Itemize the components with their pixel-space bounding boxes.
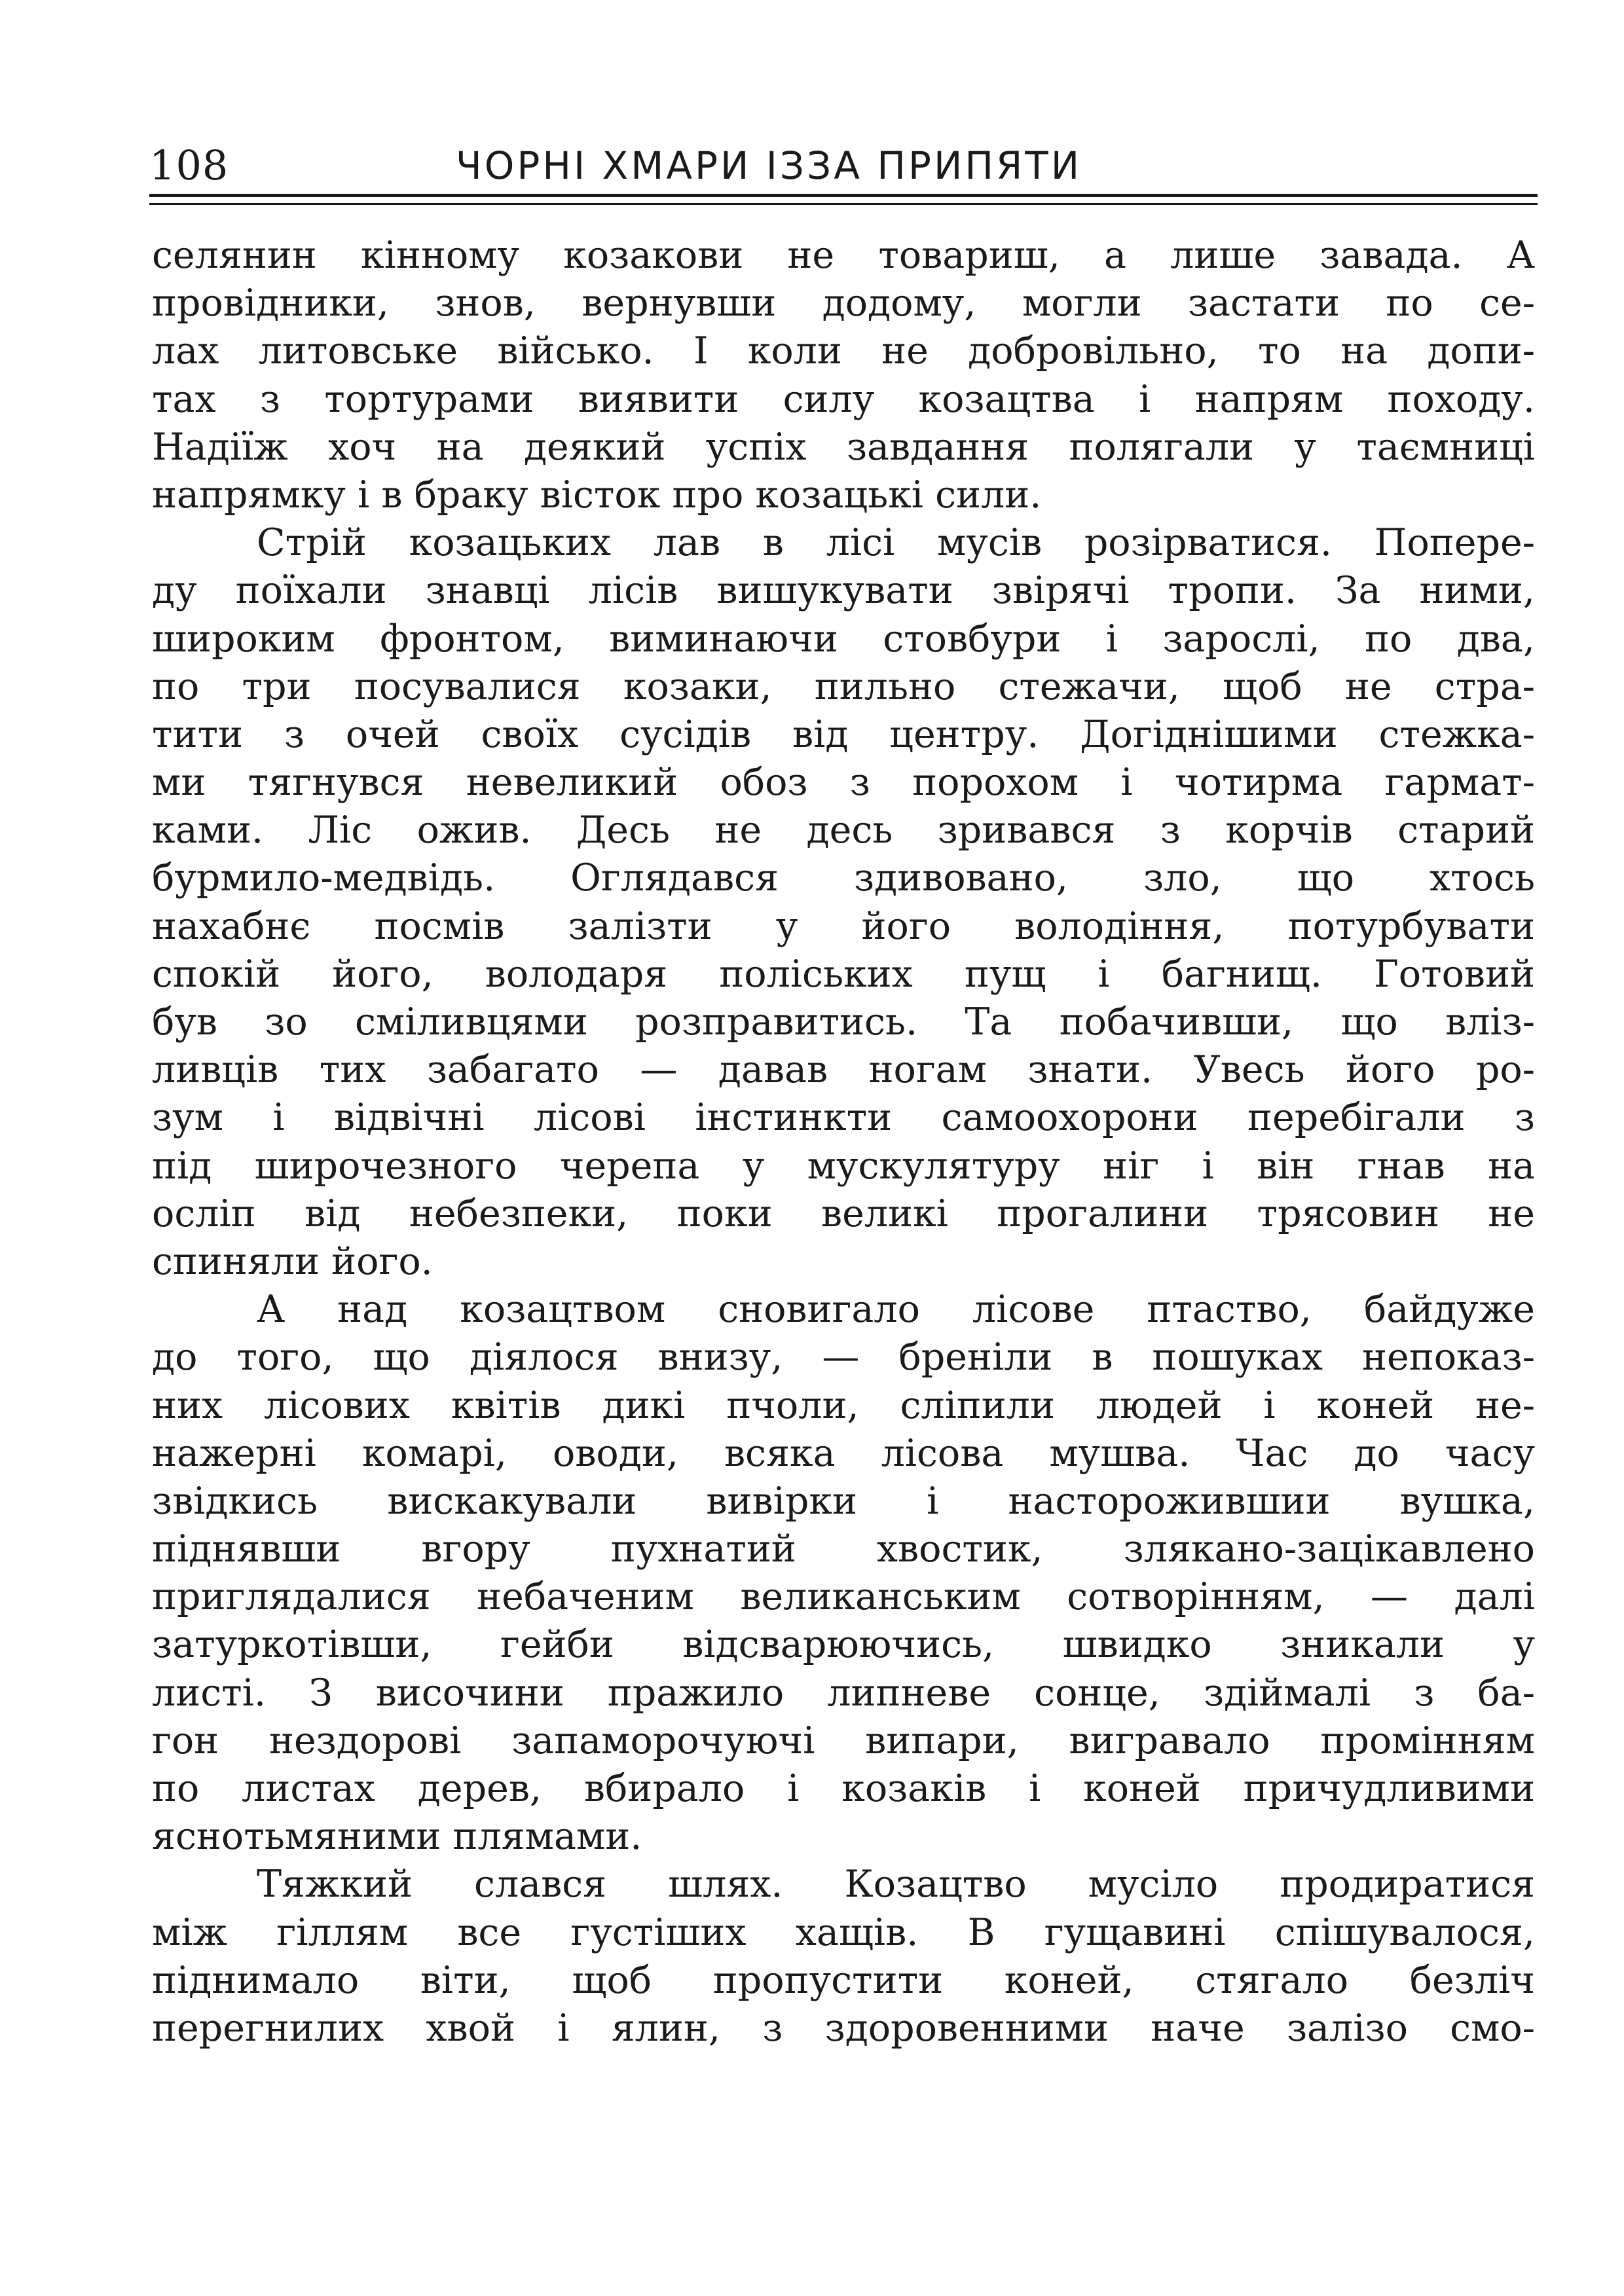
text-line: Стрій козацьких лав в лісі мусів розірватися. Попере- <box>257 521 1535 565</box>
text-line: А над козацтвом сновигало лісове птаство, байдуже <box>257 1288 1535 1332</box>
paragraph <box>152 1861 1535 2052</box>
paragraph <box>152 1286 1535 1861</box>
text-line: піднимало віти, щоб пропустити коней, стягало безліч <box>152 1958 1535 2002</box>
text-line: них лісових квітів дикі пчоли, сліпили людей і коней не- <box>152 1383 1535 1427</box>
text-line: провідники, знов, вернувши додому, могли застати по се- <box>152 282 1535 325</box>
text-line: затуркотівши, гейби відсварюючись, швидко зникали у <box>152 1623 1535 1667</box>
paragraph <box>152 232 1535 519</box>
text-line: по листах дерев, вбирало і козаків і коней причудливими <box>152 1767 1535 1810</box>
text-line: ками. Ліс ожив. Десь не десь зривався з корчів старий <box>152 809 1535 852</box>
page-header <box>149 131 1538 190</box>
text-line: під широчезного черепа у мускулятуру ніг і він гнав на <box>152 1144 1535 1188</box>
text-line: тити з очей своїх сусідів від центру. Догіднішими стежка- <box>152 712 1535 756</box>
text-line: між гіллям все густіших хащів. В гущавині спішувалося, <box>152 1910 1535 1954</box>
text-line: напрямку і в браку вісток про козацькі сили. <box>152 473 1042 517</box>
text-line: ми тягнувся невеликий обоз з порохом і чотирма гармат- <box>152 761 1535 805</box>
text-line: спокій його, володаря поліських пущ і багнищ. Готовий <box>152 952 1535 996</box>
text-line: листі. З височини пражило липневе сонце, здіймалі з ба- <box>152 1671 1535 1715</box>
text-line: Тяжкий слався шлях. Козацтво мусіло продиратися <box>257 1863 1535 1906</box>
text-line: яснотьмяними плямами. <box>152 1815 642 1859</box>
text-line: до того, що діялося внизу, — бреніли в пошуках непоказ- <box>152 1336 1535 1379</box>
text-line: нажерні комарі, оводи, всяка лісова мушва. Час до часу <box>152 1431 1535 1475</box>
paragraph <box>152 519 1535 1286</box>
text-line: лах литовське військо. І коли не добровільно, то на допи- <box>152 329 1535 373</box>
text-line: піднявши вгору пухнатий хвостик, злякано-зацікавлено <box>152 1527 1535 1571</box>
text-line: зум і відвічні лісові інстинкти самоохорони перебігали з <box>152 1096 1535 1140</box>
text-line: нахабнє посмів залізти у його володіння, потурбувати <box>152 904 1535 948</box>
text-line: Надіїж хоч на деякий успіх завдання полягали у таємниці <box>152 425 1535 469</box>
text-line: приглядалися небаченим великанським сотворінням, — далі <box>152 1575 1535 1619</box>
text-line: гон нездорові запаморочуючі випари, вигравало промінням <box>152 1719 1535 1762</box>
text-line: широким фронтом, виминаючи стовбури і зарослі, по два, <box>152 617 1535 661</box>
text-line: тах з тортурами виявити силу козацтва і напрям походу. <box>152 377 1535 421</box>
running-title: ЧОРНІ ХМАРИ ІЗЗА ПРИПЯТИ <box>456 143 1082 188</box>
text-line: по три посувалися козаки, пильно стежачи, щоб не стра- <box>152 665 1535 708</box>
text-line: звідкись вискакували вивірки і насторожившии вушка, <box>152 1479 1535 1523</box>
header-rule-bottom <box>149 203 1538 205</box>
text-line: осліп від небезпеки, поки великі прогалини трясовин не <box>152 1192 1535 1235</box>
text-line: перегнилих хвой і ялин, з здоровенними наче залізо смо- <box>152 2006 1535 2050</box>
text-line: ду поїхали знавці лісів вишукувати звірячі тропи. За ними, <box>152 569 1535 613</box>
text-line: був зо сміливцями розправитись. Та побачивши, що влiз- <box>152 1000 1535 1044</box>
text-line: ливців тих забагато — давав ногам знати. Увесь його ро- <box>152 1048 1535 1092</box>
text-line: селянин кінному козакови не товариш, а лише завада. А <box>152 234 1535 277</box>
header-rule-top <box>149 194 1538 197</box>
page-number: 108 <box>149 141 229 189</box>
body-text <box>152 232 1535 2052</box>
text-line: спиняли його. <box>152 1239 433 1283</box>
text-line: бурмило-медвідь. Оглядався здивовано, зло, що хтось <box>152 856 1535 900</box>
